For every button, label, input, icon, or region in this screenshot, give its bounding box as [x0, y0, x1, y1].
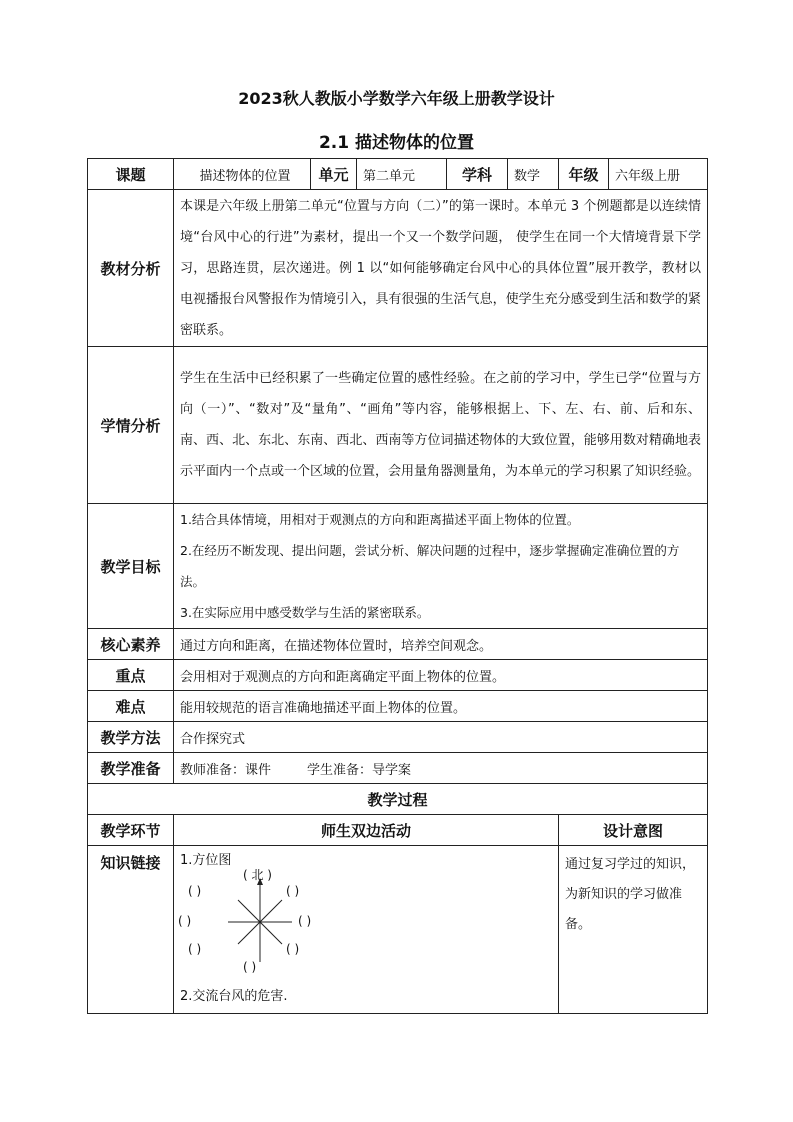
- header-row: [88, 159, 708, 190]
- student-preparation: 学生准备：导学案: [307, 762, 412, 778]
- compass-slot: ( ): [188, 884, 202, 898]
- activity-item: 2.交流台风的危害.: [180, 989, 288, 1004]
- method-text: 合作探究式: [174, 722, 708, 753]
- teacher-preparation: 教师准备：课件: [180, 762, 272, 778]
- subject-label: 学科: [447, 159, 508, 190]
- textbook-analysis-text: 本课是六年级上册第二单元“位置与方向（二）”的第一课时。本单元 3 个例题都是以连续情境“台风中心的行进”为素材，提出一个又一个数学问题， 使学生在同一个大情境背景下学习，思路连贯，层次递进。例 1 以“如何能够确定台风中心的具体位置”展开教学，教材以电视播报台风警报作为情境引入，具有很强的生活气息，使学生充分感受到生活和数学的紧密联系。: [174, 190, 708, 347]
- method-row: [88, 722, 708, 753]
- subject-value: 数学: [508, 159, 559, 190]
- student-analysis-label: 学情分析: [88, 347, 174, 504]
- key-point-row: [88, 660, 708, 691]
- topic-value: 描述物体的位置: [174, 159, 311, 190]
- difficulty-text: 能用较规范的语言准确地描述平面上物体的位置。: [174, 691, 708, 722]
- compass-north-label: ( 北 ): [243, 868, 272, 882]
- compass-slot: ( ): [286, 942, 300, 956]
- difficulty-row: [88, 691, 708, 722]
- textbook-analysis-label: 教材分析: [88, 190, 174, 347]
- process-heading-row: [88, 784, 708, 815]
- grade-label: 年级: [559, 159, 609, 190]
- column-intent: 设计意图: [559, 815, 708, 846]
- preparation-row: [88, 753, 708, 784]
- intent-cell: 通过复习学过的知识，为新知识的学习做准备。: [559, 846, 708, 1014]
- textbook-analysis-row: [88, 190, 708, 347]
- goal-item: 2.在经历不断发现、提出问题，尝试分析、解决问题的过程中，逐步掌握确定准确位置的方法。: [180, 543, 680, 589]
- core-literacy-row: [88, 629, 708, 660]
- document-title: 2023秋人教版小学数学六年级上册教学设计: [238, 89, 555, 108]
- lesson-title: 2.1 描述物体的位置: [318, 133, 475, 153]
- lesson-plan-table: [87, 158, 708, 1014]
- compass-slot: ( ): [243, 960, 257, 974]
- unit-label: 单元: [311, 159, 357, 190]
- teaching-goals-list: [174, 504, 708, 629]
- compass-slot: ( ): [298, 914, 312, 928]
- method-label: 教学方法: [88, 722, 174, 753]
- process-heading: 教学过程: [88, 784, 708, 815]
- preparation-label: 教学准备: [88, 753, 174, 784]
- student-analysis-row: [88, 347, 708, 504]
- compass-diagram: [178, 868, 348, 974]
- compass-slot: ( ): [178, 914, 192, 928]
- column-activity: 师生双边活动: [174, 815, 559, 846]
- stage-cell: 知识链接: [88, 846, 174, 1014]
- key-point-text: 会用相对于观测点的方向和距离确定平面上物体的位置。: [174, 660, 708, 691]
- teaching-goals-row: [88, 504, 708, 629]
- student-analysis-text: 学生在生活中已经积累了一些确定位置的感性经验。在之前的学习中，学生已学“位置与方向（一）”、“数对”及“量角”、“画角”等内容，能够根据上、下、左、右、前、后和东、南、西、北、东北、东南、西北、西南等方位词描述物体的大致位置，能够用数对精确地表示平面内一个点或一个区域的位置，会用量角器测量角，为本单元的学习积累了知识经验。: [174, 347, 708, 504]
- key-point-label: 重点: [88, 660, 174, 691]
- process-columns-row: [88, 815, 708, 846]
- goal-item: 1.结合具体情境，用相对于观测点的方向和距离描述平面上物体的位置。: [180, 512, 580, 527]
- preparation-text: [174, 753, 708, 784]
- difficulty-label: 难点: [88, 691, 174, 722]
- activity-cell: [174, 846, 559, 1014]
- grade-value: 六年级上册: [609, 159, 708, 190]
- compass-lines: [188, 872, 348, 972]
- compass-slot: ( ): [188, 942, 202, 956]
- core-literacy-label: 核心素养: [88, 629, 174, 660]
- teaching-goals-label: 教学目标: [88, 504, 174, 629]
- core-literacy-text: 通过方向和距离，在描述物体位置时，培养空间观念。: [174, 629, 708, 660]
- goal-item: 3.在实际应用中感受数学与生活的紧密联系。: [180, 605, 430, 620]
- compass-slot: ( ): [286, 884, 300, 898]
- topic-label: 课题: [88, 159, 174, 190]
- activity-item: 1.方位图: [180, 853, 232, 868]
- column-stage: 教学环节: [88, 815, 174, 846]
- process-row: [88, 846, 708, 1014]
- unit-value: 第二单元: [357, 159, 447, 190]
